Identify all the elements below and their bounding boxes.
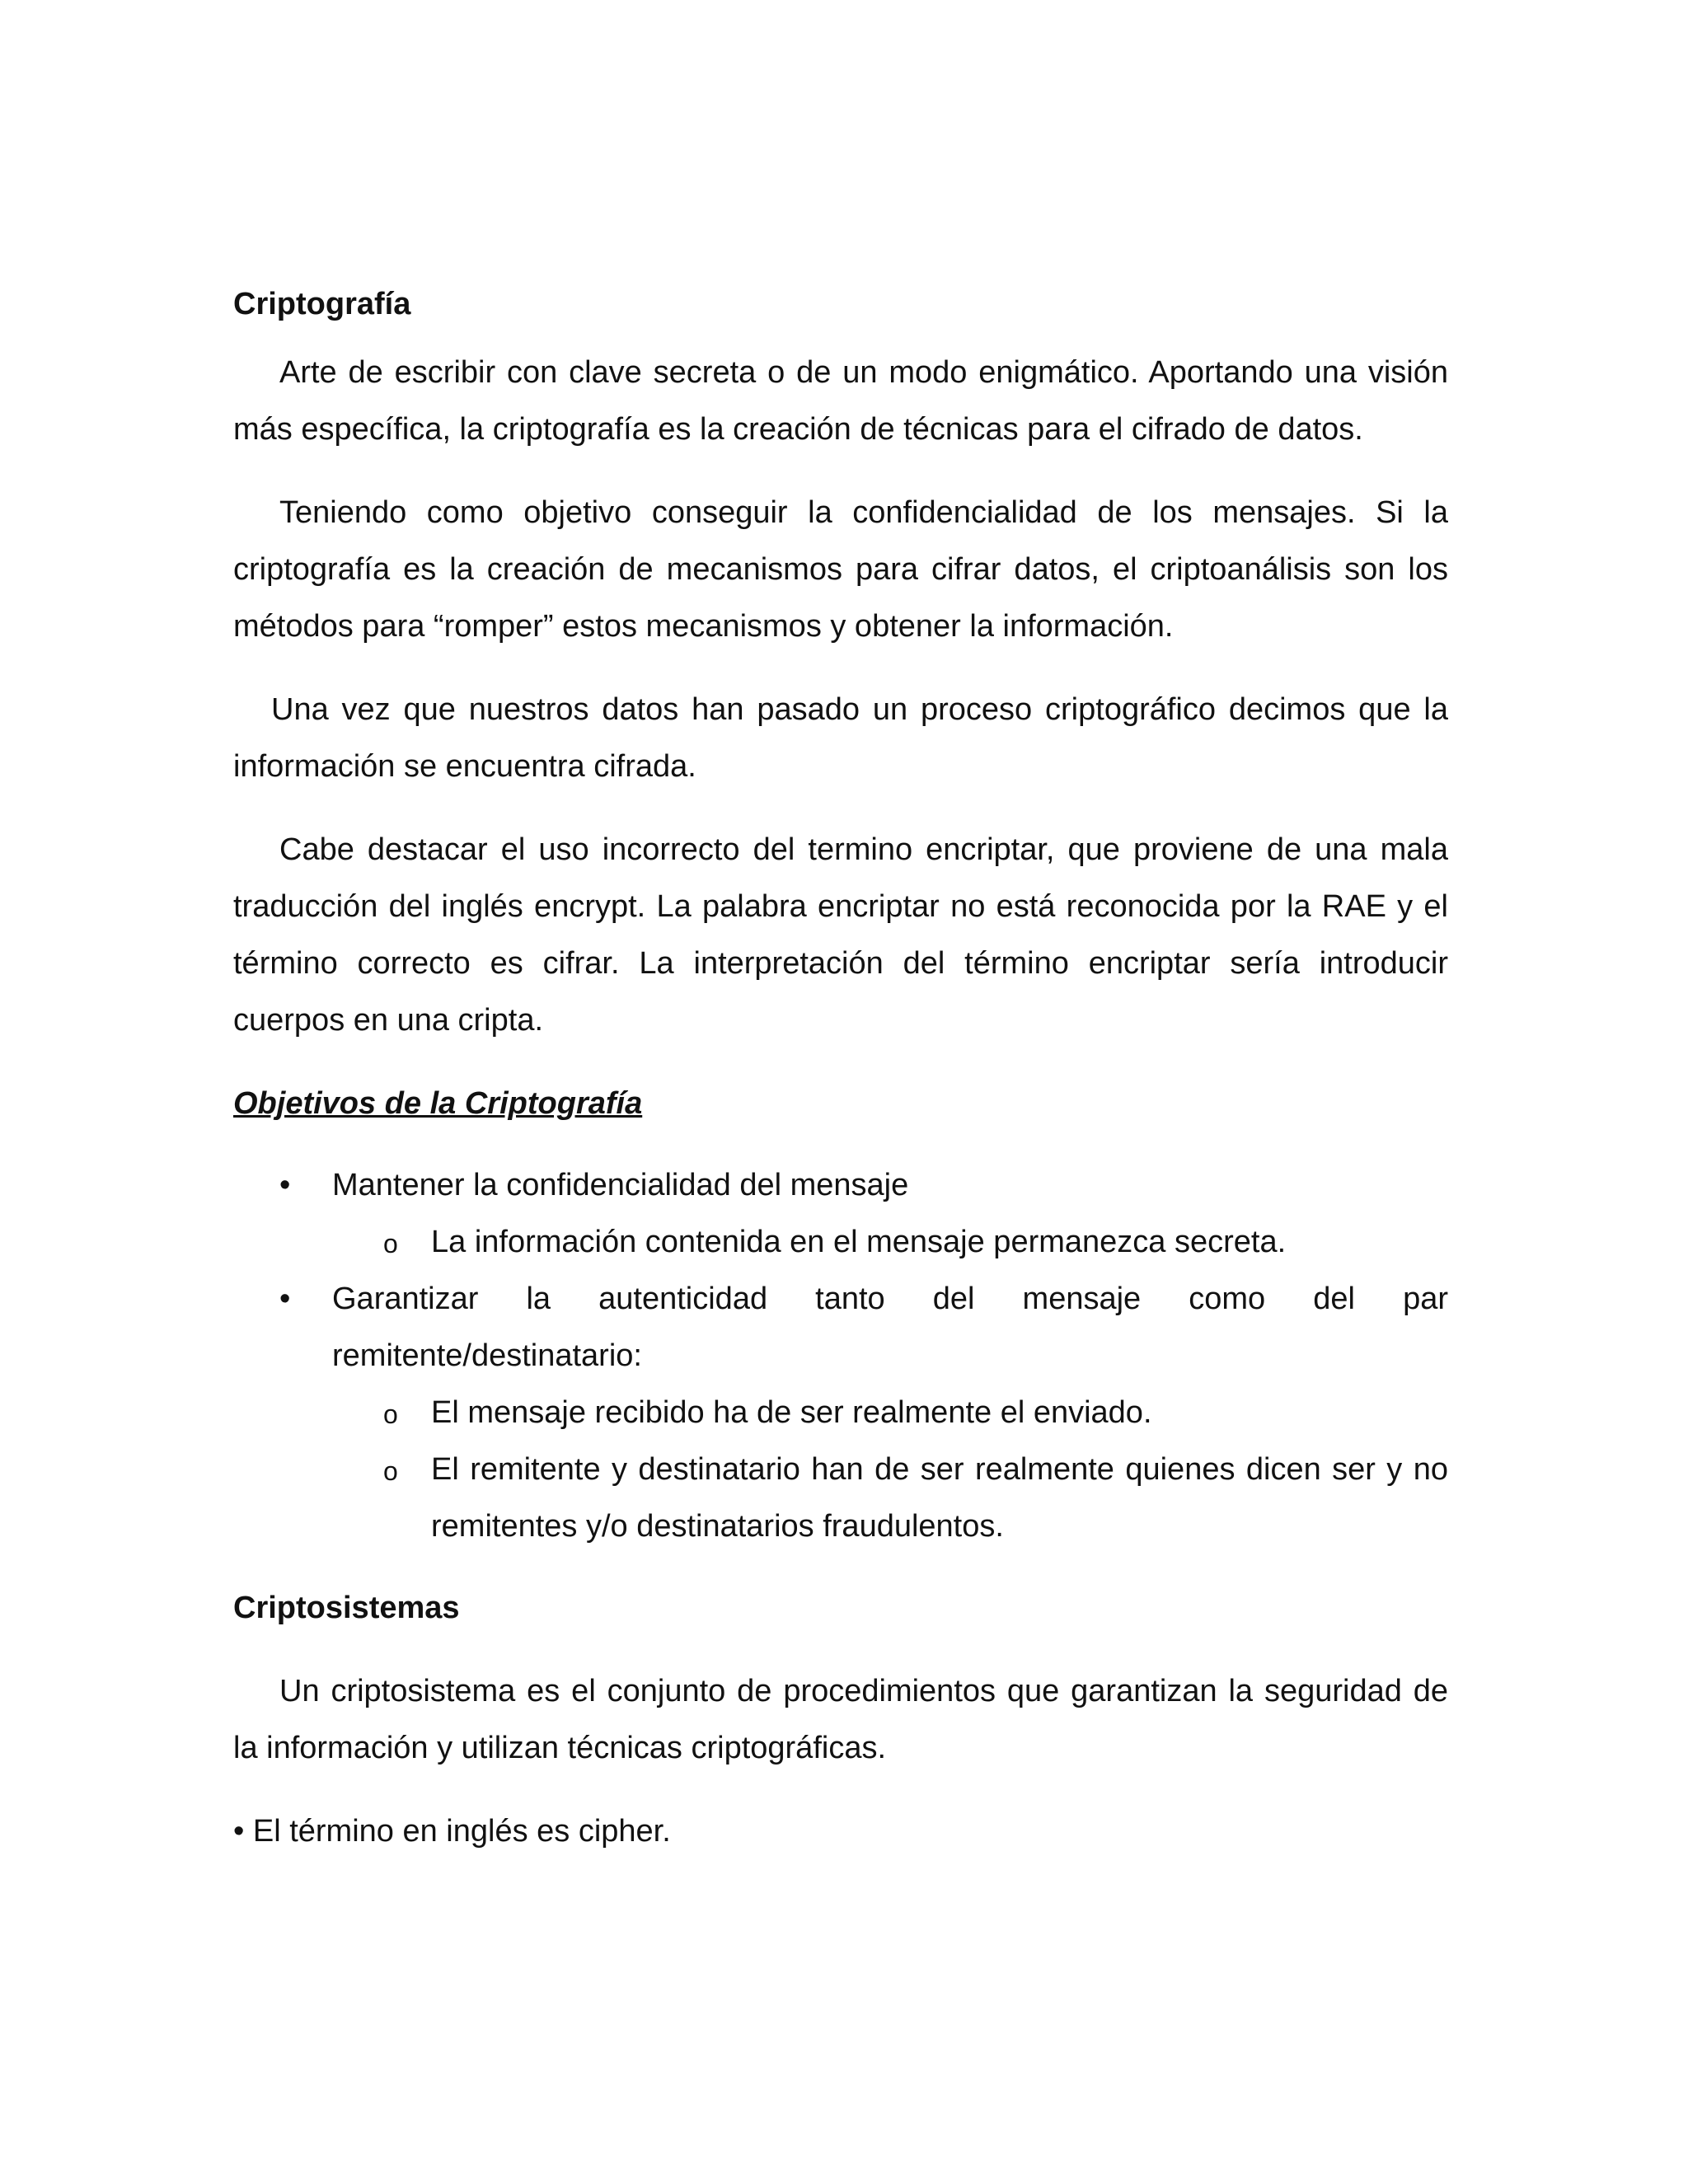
paragraph-objective: Teniendo como objetivo conseguir la confidencialidad de los mensajes. Si la criptografía es la creación de mecanismos para cifrar datos, el criptoanálisis son los métodos para “romper” estos mecanismos y obtener la información.: [233, 495, 1448, 644]
sub-list-item: [332, 1441, 1448, 1555]
circle-bullet-icon: o: [383, 1399, 398, 1429]
sub-list: [332, 1214, 1448, 1271]
paragraph-encrypted-data: Una vez que nuestros datos han pasado un proceso criptográfico decimos que la información se encuentra cifrada.: [233, 692, 1448, 784]
section-title-objetivos: Objetivos de la Criptografía: [233, 1086, 643, 1121]
paragraph-definition: Arte de escribir con clave secreta o de un modo enigmático. Aportando una visión más específica, la criptografía es la creación de técnicas para el cifrado de datos.: [233, 355, 1448, 447]
circle-bullet-icon: o: [383, 1456, 398, 1486]
section-title-criptosistemas: Criptosistemas: [233, 1591, 460, 1625]
sub-list: [332, 1385, 1448, 1555]
list-item: [233, 1157, 1448, 1271]
sub-list-item: [332, 1385, 1448, 1441]
paragraph-terminology: Cabe destacar el uso incorrecto del termino encriptar, que proviene de una mala traducción del inglés encrypt. La palabra encriptar no está reconocida por la RAE y el término correcto es cifrar. La interpretación del término encriptar sería introducir cuerpos en una cripta.: [233, 832, 1448, 1038]
sub-list-item: [332, 1214, 1448, 1271]
bullet-icon: •: [279, 1282, 291, 1316]
section-title-criptografia: Criptografía: [233, 287, 411, 321]
circle-bullet-icon: o: [383, 1229, 398, 1258]
list-item-text: Mantener la confidencialidad del mensaje: [332, 1168, 909, 1202]
objectives-list: [233, 1157, 1448, 1555]
list-item-text: Garantizar la autenticidad tanto del mensaje como del par remitente/destinatario:: [332, 1282, 1448, 1373]
sub-list-item-text: El mensaje recibido ha de ser realmente el enviado.: [431, 1395, 1152, 1430]
sub-list-item-text: La información contenida en el mensaje permanezca secreta.: [431, 1225, 1287, 1259]
bullet-icon: •: [279, 1168, 291, 1202]
list-item: [233, 1271, 1448, 1555]
document-page: [233, 276, 1448, 1860]
paragraph-criptosistema: Un criptosistema es el conjunto de procedimientos que garantizan la seguridad de la información y utilizan técnicas criptográficas.: [233, 1674, 1448, 1765]
sub-list-item-text: El remitente y destinatario han de ser realmente quienes dicen ser y no remitentes y/o destinatarios fraudulentos.: [431, 1452, 1448, 1544]
note-cipher: • El término en inglés es cipher.: [233, 1814, 671, 1849]
